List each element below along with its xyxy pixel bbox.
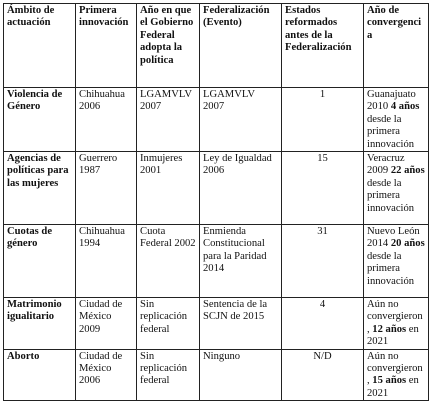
convergencia-years: 15 años: [372, 375, 407, 387]
header-primera-innovacion: Primera innovación: [76, 4, 137, 88]
convergencia-years: 12 años: [372, 323, 407, 335]
table-row: [4, 152, 429, 225]
cell-ambito: Agencias de políticas para las mujeres: [4, 152, 76, 225]
cell-ambito: Cuotas de género: [4, 225, 76, 298]
cell-convergencia: [364, 225, 429, 298]
convergencia-years: 20 años: [390, 238, 425, 250]
cell-primera-innovacion: Chihuahua 2006: [76, 88, 137, 152]
convergencia-text: Aún no convergieron,: [367, 299, 423, 335]
header-convergencia: Año de convergencia: [364, 4, 429, 88]
cell-primera-innovacion: Ciudad de México 2006: [76, 349, 137, 401]
convergencia-years: 4 años: [390, 101, 420, 113]
table-row: [4, 88, 429, 152]
convergencia-text: Guanajuato 2010: [367, 89, 416, 113]
policy-table-container: [3, 3, 428, 401]
policy-diffusion-table: [3, 3, 429, 401]
cell-primera-innovacion: Ciudad de México 2009: [76, 298, 137, 350]
cell-federalizacion: Enmienda Constitucional para la Paridad 2014: [200, 225, 282, 298]
cell-gobierno-federal: LGAMVLV 2007: [137, 88, 200, 152]
header-ambito: Ámbito de actuación: [4, 4, 76, 88]
cell-estados-reformados: N/D: [282, 349, 364, 401]
cell-ambito: Matrimonio igualitario: [4, 298, 76, 350]
cell-estados-reformados: 1: [282, 88, 364, 152]
cell-gobierno-federal: Inmujeres 2001: [137, 152, 200, 225]
convergencia-note: desde la primera innovación: [367, 113, 415, 150]
cell-convergencia: [364, 349, 429, 401]
header-federalizacion: Federalización (Evento): [200, 4, 282, 88]
header-estados-reformados: Estados reformados antes de la Federalización: [282, 4, 364, 88]
cell-convergencia: [364, 298, 429, 350]
table-row: [4, 298, 429, 350]
convergencia-note: desde la primera innovación: [367, 177, 415, 214]
cell-gobierno-federal: Cuota Federal 2002: [137, 225, 200, 298]
convergencia-text: Aún no convergieron,: [367, 350, 423, 387]
table-row: [4, 225, 429, 298]
cell-estados-reformados: 4: [282, 298, 364, 350]
cell-gobierno-federal: Sin replicación federal: [137, 298, 200, 350]
convergencia-note: en 2021: [367, 375, 419, 399]
convergencia-text: Nuevo León 2014: [367, 226, 420, 250]
table-row: [4, 349, 429, 401]
convergencia-note: en 2021: [367, 323, 419, 348]
cell-estados-reformados: 15: [282, 152, 364, 225]
cell-primera-innovacion: Guerrero 1987: [76, 152, 137, 225]
cell-federalizacion: Ley de Igualdad 2006: [200, 152, 282, 225]
cell-gobierno-federal: Sin replicación federal: [137, 349, 200, 401]
header-row: [4, 4, 429, 88]
cell-convergencia: [364, 152, 429, 225]
cell-primera-innovacion: Chihuahua 1994: [76, 225, 137, 298]
cell-convergencia: [364, 88, 429, 152]
cell-federalizacion: Ninguno: [200, 349, 282, 401]
convergencia-years: 22 años: [390, 165, 425, 177]
convergencia-text: Veracruz 2009: [367, 153, 405, 177]
cell-ambito: Violencia de Género: [4, 88, 76, 152]
cell-federalizacion: Sentencia de la SCJN de 2015: [200, 298, 282, 350]
convergencia-note: desde la primera innovación: [367, 250, 415, 287]
cell-estados-reformados: 31: [282, 225, 364, 298]
cell-ambito: Aborto: [4, 349, 76, 401]
cell-federalizacion: LGAMVLV 2007: [200, 88, 282, 152]
header-gobierno-federal: Año en que el Gobierno Federal adopta la política: [137, 4, 200, 88]
